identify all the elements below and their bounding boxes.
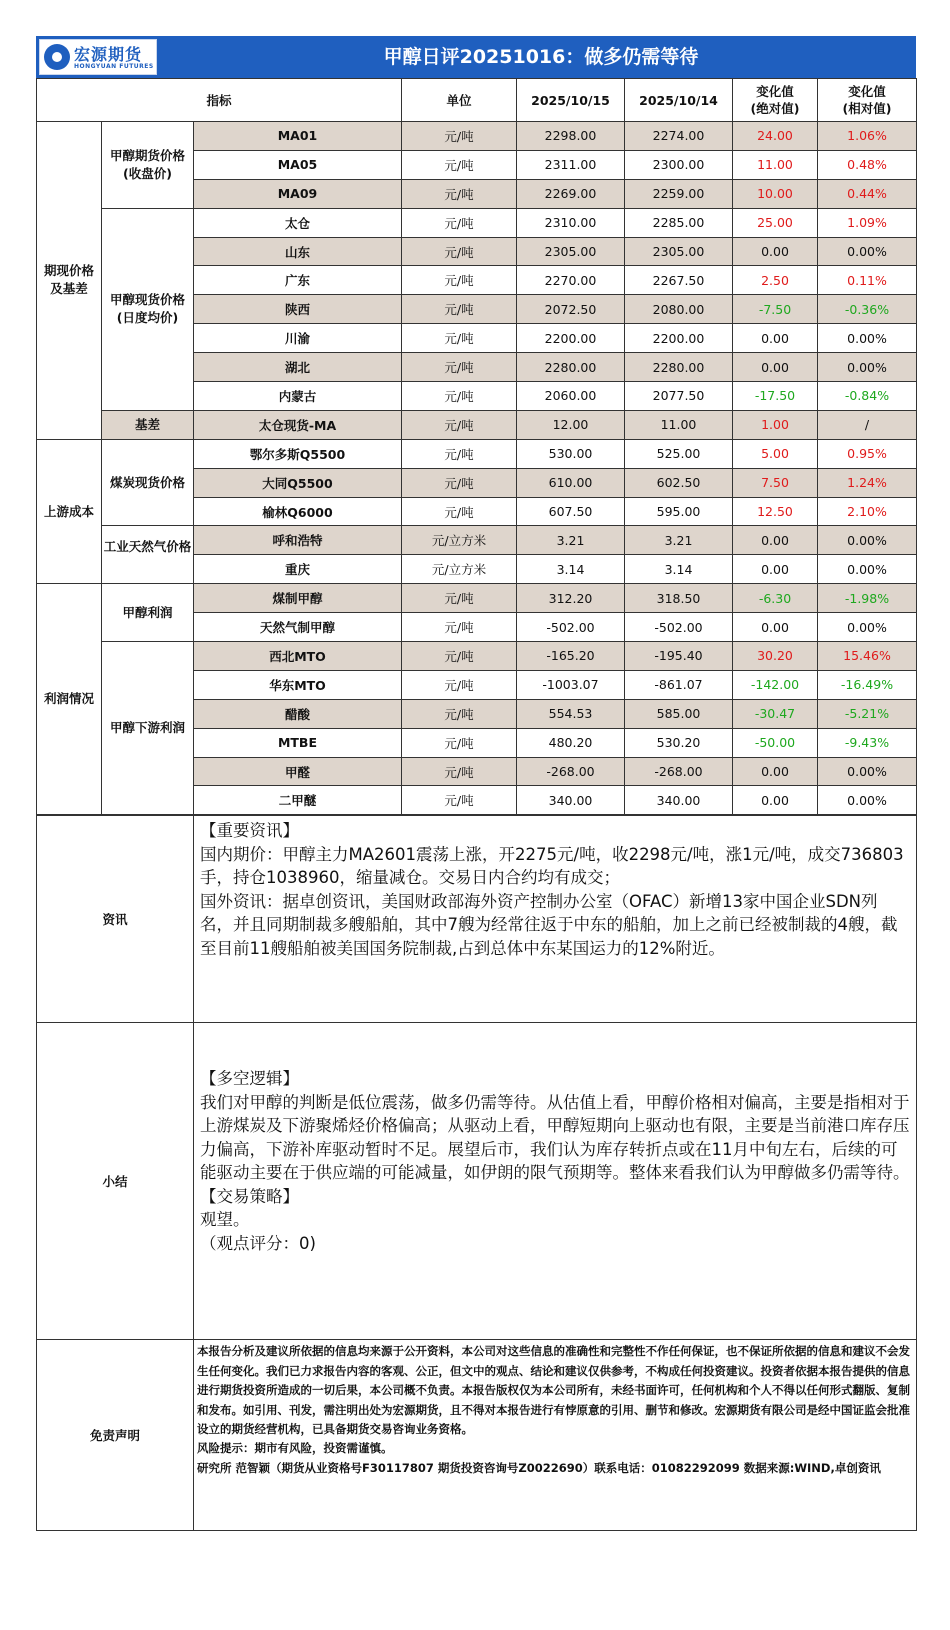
group-profit: 利润情况 (37, 584, 102, 815)
indicator-name: 重庆 (194, 555, 402, 584)
value-date1: 610.00 (517, 468, 625, 497)
unit-cell: 元/吨 (402, 295, 517, 324)
rel-change: 1.24% (818, 468, 917, 497)
value-date1: 2060.00 (517, 382, 625, 411)
indicator-name: 太仓 (194, 208, 402, 237)
author-text: 研究所 范智颖（期货从业资格号F30117807 期货投资咨询号Z0022690）联系电话：01082292099 数据来源:WIND,卓创资讯 (197, 1460, 881, 1475)
value-date1: 3.21 (517, 526, 625, 555)
table-row (37, 410, 917, 439)
abs-change: 7.50 (733, 468, 818, 497)
score-text: （观点评分：0) (200, 1233, 316, 1253)
abs-change: -50.00 (733, 728, 818, 757)
indicator-name: 呼和浩特 (194, 526, 402, 555)
value-date1: 530.00 (517, 439, 625, 468)
abs-change: 0.00 (733, 353, 818, 382)
value-date1: -502.00 (517, 613, 625, 642)
rel-change: -0.84% (818, 382, 917, 411)
rel-change: 0.00% (818, 526, 917, 555)
news-domestic: 国内期价：甲醇主力MA2601震荡上涨，开2275元/吨，收2298元/吨，涨1元/吨，成交736803手，持仓1038960，缩量减仓。交易日内合约均有成交； (200, 844, 904, 888)
unit-cell: 元/吨 (402, 353, 517, 382)
indicator-name: 天然气制甲醇 (194, 613, 402, 642)
indicator-table (36, 78, 917, 815)
value-date1: 2200.00 (517, 324, 625, 353)
indicator-name: 大同Q5500 (194, 468, 402, 497)
news-section (37, 816, 917, 1023)
rel-change: 0.00% (818, 613, 917, 642)
title-banner (36, 36, 916, 78)
table-row (37, 642, 917, 671)
col-header-indicator: 指标 (37, 79, 402, 122)
table-row (37, 526, 917, 555)
abs-change: 0.00 (733, 555, 818, 584)
value-date2: 585.00 (625, 699, 733, 728)
abs-change: -142.00 (733, 670, 818, 699)
indicator-name: 醋酸 (194, 699, 402, 728)
indicator-name: 鄂尔多斯Q5500 (194, 439, 402, 468)
col-header-abs-change: 变化值 (绝对值) (733, 79, 818, 122)
abs-change: -7.50 (733, 295, 818, 324)
unit-cell: 元/吨 (402, 237, 517, 266)
unit-cell: 元/吨 (402, 728, 517, 757)
abs-change: 2.50 (733, 266, 818, 295)
strategy-heading: 【交易策略】 (200, 1186, 299, 1206)
value-date1: 2280.00 (517, 353, 625, 382)
news-heading: 【重要资讯】 (200, 821, 299, 841)
unit-cell: 元/吨 (402, 584, 517, 613)
value-date2: 2200.00 (625, 324, 733, 353)
value-date1: 12.00 (517, 410, 625, 439)
rel-change: -16.49% (818, 670, 917, 699)
summary-label: 小结 (37, 1023, 194, 1340)
abs-change: -30.47 (733, 699, 818, 728)
abs-change: 25.00 (733, 208, 818, 237)
unit-cell: 元/吨 (402, 439, 517, 468)
rel-change: -0.36% (818, 295, 917, 324)
abs-change: 0.00 (733, 324, 818, 353)
indicator-name: 甲醛 (194, 757, 402, 786)
value-date2: 2259.00 (625, 179, 733, 208)
value-date1: 3.14 (517, 555, 625, 584)
value-date1: 2311.00 (517, 150, 625, 179)
abs-change: 5.00 (733, 439, 818, 468)
value-date2: 595.00 (625, 497, 733, 526)
abs-change: 11.00 (733, 150, 818, 179)
rel-change: 0.00% (818, 353, 917, 382)
logo-name-cn: 宏源期货 (74, 45, 143, 64)
indicator-name: 二甲醚 (194, 786, 402, 815)
abs-change: -17.50 (733, 382, 818, 411)
rel-change: 2.10% (818, 497, 917, 526)
unit-cell: 元/吨 (402, 122, 517, 151)
col-header-date2: 2025/10/14 (625, 79, 733, 122)
news-foreign: 国外资讯：据卓创资讯，美国财政部海外资产控制办公室（OFAC）新增13家中国企业SDN列名，并且同期制裁多艘船舶，其中7艘为经常往返于中东的船舶，加上之前已经被制裁的4艘，截至目前11艘船舶被美国国务院制裁,占到总体中东某国运力的12%附近。 (200, 891, 898, 958)
indicator-name: 陕西 (194, 295, 402, 324)
logo-name-en: HONGYUAN FUTURES (74, 63, 154, 70)
value-date1: 312.20 (517, 584, 625, 613)
value-date2: 602.50 (625, 468, 733, 497)
value-date2: 2305.00 (625, 237, 733, 266)
value-date2: 530.20 (625, 728, 733, 757)
col-header-rel-change: 变化值 (相对值) (818, 79, 917, 122)
value-date2: 3.21 (625, 526, 733, 555)
unit-cell: 元/吨 (402, 150, 517, 179)
unit-cell: 元/吨 (402, 324, 517, 353)
value-date2: 2300.00 (625, 150, 733, 179)
report-title: 甲醇日评20251016：做多仍需等待 (383, 46, 699, 68)
unit-cell: 元/吨 (402, 757, 517, 786)
subgroup-profit: 甲醇利润 (102, 584, 194, 642)
rel-change: 0.00% (818, 237, 917, 266)
indicator-name: 煤制甲醇 (194, 584, 402, 613)
value-date2: 340.00 (625, 786, 733, 815)
rel-change: 15.46% (818, 642, 917, 671)
rel-change: -5.21% (818, 699, 917, 728)
value-date2: 2267.50 (625, 266, 733, 295)
value-date2: 3.14 (625, 555, 733, 584)
value-date2: 2274.00 (625, 122, 733, 151)
value-date2: 2077.50 (625, 382, 733, 411)
strategy-text: 观望。 (200, 1210, 250, 1230)
unit-cell: 元/吨 (402, 497, 517, 526)
unit-cell: 元/吨 (402, 179, 517, 208)
rel-change: 0.95% (818, 439, 917, 468)
value-date2: -861.07 (625, 670, 733, 699)
value-date2: -195.40 (625, 642, 733, 671)
value-date1: -1003.07 (517, 670, 625, 699)
indicator-name: 太仓现货-MA (194, 410, 402, 439)
disclaimer-label: 免责声明 (37, 1340, 194, 1531)
news-label: 资讯 (37, 816, 194, 1023)
rel-change: 0.00% (818, 757, 917, 786)
col-header-unit: 单位 (402, 79, 517, 122)
value-date1: 2270.00 (517, 266, 625, 295)
logo-mark-icon (44, 44, 70, 70)
abs-change: 1.00 (733, 410, 818, 439)
summary-section (37, 1023, 917, 1340)
table-header (37, 79, 917, 122)
disclaimer-content (194, 1340, 917, 1531)
value-date1: 554.53 (517, 699, 625, 728)
abs-change: 0.00 (733, 237, 818, 266)
value-date2: 2285.00 (625, 208, 733, 237)
table-row (37, 122, 917, 151)
value-date1: 2269.00 (517, 179, 625, 208)
abs-change: 24.00 (733, 122, 818, 151)
table-row (37, 208, 917, 237)
rel-change: / (818, 410, 917, 439)
logic-heading: 【多空逻辑】 (200, 1069, 299, 1089)
unit-cell: 元/吨 (402, 613, 517, 642)
col-header-date1: 2025/10/15 (517, 79, 625, 122)
abs-change: 30.20 (733, 642, 818, 671)
indicator-name: 川渝 (194, 324, 402, 353)
value-date2: -502.00 (625, 613, 733, 642)
rel-change: -9.43% (818, 728, 917, 757)
unit-cell: 元/吨 (402, 468, 517, 497)
value-date2: 11.00 (625, 410, 733, 439)
value-date1: 2310.00 (517, 208, 625, 237)
text-sections (36, 815, 917, 1531)
abs-change: -6.30 (733, 584, 818, 613)
value-date1: 2305.00 (517, 237, 625, 266)
rel-change: 0.00% (818, 786, 917, 815)
summary-content (194, 1023, 917, 1340)
group-price-basis: 期现价格 及基差 (37, 122, 102, 440)
indicator-name: 湖北 (194, 353, 402, 382)
abs-change: 0.00 (733, 613, 818, 642)
indicator-name: 西北MTO (194, 642, 402, 671)
table-body (37, 122, 917, 815)
disclaimer-section (37, 1340, 917, 1531)
indicator-name: MTBE (194, 728, 402, 757)
value-date1: 2072.50 (517, 295, 625, 324)
indicator-name: 华东MTO (194, 670, 402, 699)
disclaimer-text: 本报告分析及建议所依据的信息均来源于公开资料，本公司对这些信息的准确性和完整性不作任何保证，也不保证所依据的信息和建议不会发生任何变化。我们已力求报告内容的客观、公正，但文中的观点、结论和建议仅供参考，不构成任何投资建议。投资者依据本报告提供的信息进行期货投资所造成的一切后果，本公司概不负责。本报告版权仅为本公司所有，未经书面许可，任何机构和个人不得以任何形式翻版、复制和发布。如引用、刊发，需注明出处为宏源期货，且不得对本报告进行有悖原意的引用、删节和修改。宏源期货有限公司是经中国证监会批准设立的期货经营机构，已具备期货交易咨询业务资格。 (197, 1344, 910, 1436)
rel-change: 0.11% (818, 266, 917, 295)
subgroup-futures: 甲醇期货价格 (收盘价) (102, 122, 194, 209)
unit-cell: 元/吨 (402, 786, 517, 815)
abs-change: 0.00 (733, 757, 818, 786)
table-row (37, 584, 917, 613)
abs-change: 12.50 (733, 497, 818, 526)
value-date2: 2080.00 (625, 295, 733, 324)
rel-change: 0.44% (818, 179, 917, 208)
unit-cell: 元/吨 (402, 382, 517, 411)
value-date1: -268.00 (517, 757, 625, 786)
abs-change: 0.00 (733, 786, 818, 815)
unit-cell: 元/立方米 (402, 526, 517, 555)
unit-cell: 元/吨 (402, 642, 517, 671)
subgroup-gas: 工业天然气价格 (102, 526, 194, 584)
subgroup-downstream: 甲醇下游利润 (102, 642, 194, 815)
unit-cell: 元/吨 (402, 266, 517, 295)
logic-text: 我们对甲醇的判断是低位震荡，做多仍需等待。从估值上看，甲醇价格相对偏高，主要是指相对于上游煤炭及下游聚烯烃价格偏高；从驱动上看，甲醇短期向上驱动也有限，主要是当前港口库存压力偏高，下游补库驱动暂时不足。展望后市，我们认为库存转折点或在11月中旬左右，后续的可能驱动主要在于供应端的可能减量，如伊朗的限气预期等。整体来看我们认为甲醇做多仍需等待。 (200, 1092, 910, 1183)
subgroup-basis: 基差 (102, 410, 194, 439)
indicator-name: MA09 (194, 179, 402, 208)
indicator-name: 内蒙古 (194, 382, 402, 411)
table-row (37, 439, 917, 468)
group-upstream-cost: 上游成本 (37, 439, 102, 583)
rel-change: 1.09% (818, 208, 917, 237)
indicator-name: 广东 (194, 266, 402, 295)
value-date2: -268.00 (625, 757, 733, 786)
value-date2: 318.50 (625, 584, 733, 613)
unit-cell: 元/立方米 (402, 555, 517, 584)
rel-change: -1.98% (818, 584, 917, 613)
indicator-name: MA05 (194, 150, 402, 179)
unit-cell: 元/吨 (402, 670, 517, 699)
company-logo (39, 39, 157, 75)
news-content (194, 816, 917, 1023)
rel-change: 0.00% (818, 555, 917, 584)
value-date1: 340.00 (517, 786, 625, 815)
risk-text: 风险提示：期市有风险，投资需谨慎。 (197, 1441, 393, 1456)
abs-change: 0.00 (733, 526, 818, 555)
subgroup-coal: 煤炭现货价格 (102, 439, 194, 526)
unit-cell: 元/吨 (402, 410, 517, 439)
indicator-name: 榆林Q6000 (194, 497, 402, 526)
indicator-name: MA01 (194, 122, 402, 151)
unit-cell: 元/吨 (402, 208, 517, 237)
subgroup-spot: 甲醇现货价格 (日度均价) (102, 208, 194, 410)
value-date2: 2280.00 (625, 353, 733, 382)
rel-change: 1.06% (818, 122, 917, 151)
value-date1: 607.50 (517, 497, 625, 526)
value-date1: -165.20 (517, 642, 625, 671)
value-date1: 480.20 (517, 728, 625, 757)
indicator-name: 山东 (194, 237, 402, 266)
value-date2: 525.00 (625, 439, 733, 468)
rel-change: 0.48% (818, 150, 917, 179)
report-sheet (36, 36, 916, 1531)
rel-change: 0.00% (818, 324, 917, 353)
unit-cell: 元/吨 (402, 699, 517, 728)
abs-change: 10.00 (733, 179, 818, 208)
value-date1: 2298.00 (517, 122, 625, 151)
